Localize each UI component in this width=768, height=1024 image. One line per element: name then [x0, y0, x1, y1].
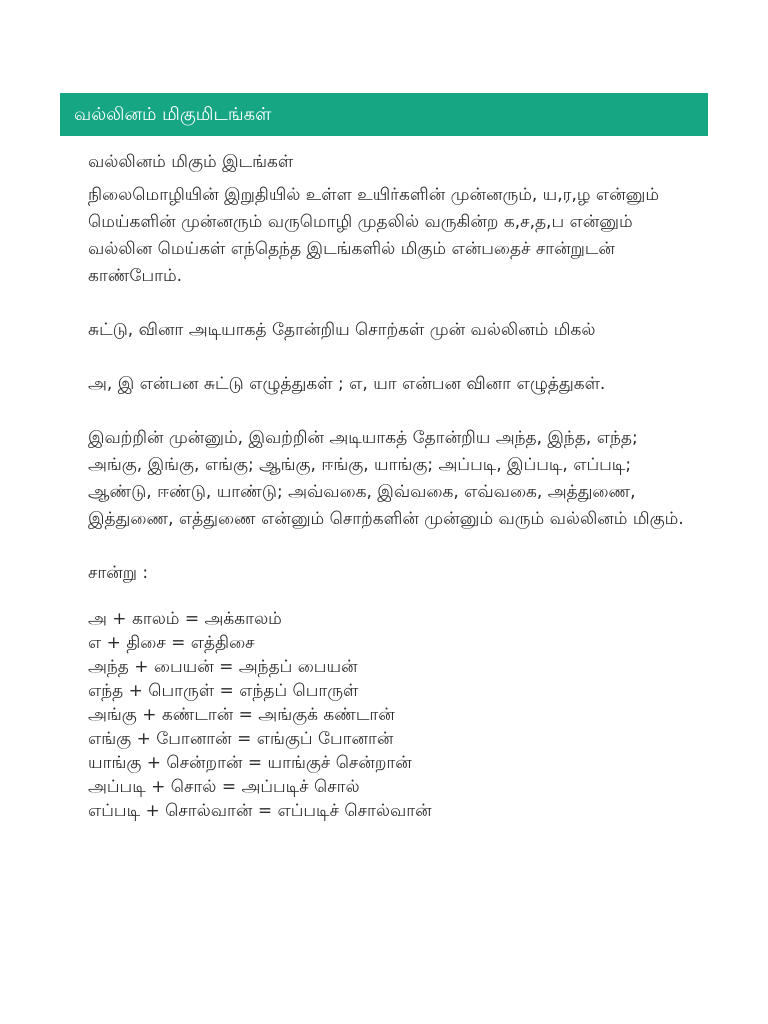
example-item: எப்படி + சொல்வான் = எப்படிச் சொல்வான் [88, 801, 432, 821]
example-item: எந்த + பொருள் = எந்தப் பொருள் [88, 681, 359, 701]
article-body [88, 149, 688, 823]
example-item: எ + திசை = எத்திசை [88, 633, 255, 653]
article-subtitle: வல்லினம் மிகும் இடங்கள் [88, 152, 294, 172]
paragraph-rule-detail: இவற்றின் முன்னும், இவற்றின் அடியாகத் தோன்றிய அந்த, இந்த, எந்த; அங்கு, இங்கு, எங்கு; ஆங்கு, ஈங்கு, யாங்கு; அப்படி, இப்படி, எப்படி; ஆண்டு, ஈண்டு, யாண்டு; அவ்வகை, இவ்வகை, எவ்வகை, அத்துணை, இத்துணை, எத்துணை என்னும் சொற்களின் முன்னும் வரும் வல்லினம் மிகும். [88, 428, 684, 529]
spacer [88, 533, 688, 560]
example-item: எங்கு + போனான் = எங்குப் போனான் [88, 729, 394, 749]
paragraph-rule-heading: சுட்டு, வினா அடியாகத் தோன்றிய சொற்கள் முன் வல்லினம் மிகல் [88, 320, 596, 340]
examples-list [88, 607, 688, 823]
page-title: வல்லினம் மிகுமிடங்கள் [74, 103, 272, 125]
example-item: அந்த + பையன் = அந்தப் பையன் [88, 657, 358, 677]
spacer [88, 344, 688, 371]
spacer [88, 398, 688, 425]
spacer [88, 290, 688, 317]
example-item: அப்படி + சொல் = அப்படிச் சொல் [88, 777, 360, 797]
examples-label: சான்று : [88, 563, 149, 583]
paragraph-intro: நிலைமொழியின் இறுதியில் உள்ள உயிர்களின் முன்னரும், ய,ர,ழ என்னும் மெய்களின் முன்னரும் வருமொழி முதலில் வருகின்ற க,ச,த,ப என்னும் வல்லின மெய்கள் எந்தெந்த இடங்களில் மிகும் என்பதைச் சான்றுடன் காண்போம். [88, 185, 660, 286]
example-item: அங்கு + கண்டான் = அங்குக் கண்டான் [88, 705, 395, 725]
example-item: யாங்கு + சென்றான் = யாங்குச் சென்றான் [88, 753, 412, 773]
paragraph-letters: அ, இ என்பன சுட்டு எழுத்துகள் ; எ, யா என்பன வினா எழுத்துகள். [88, 374, 606, 394]
example-item: அ + காலம் = அக்காலம் [88, 609, 282, 629]
spacer [88, 587, 688, 607]
header-bar [60, 93, 708, 136]
